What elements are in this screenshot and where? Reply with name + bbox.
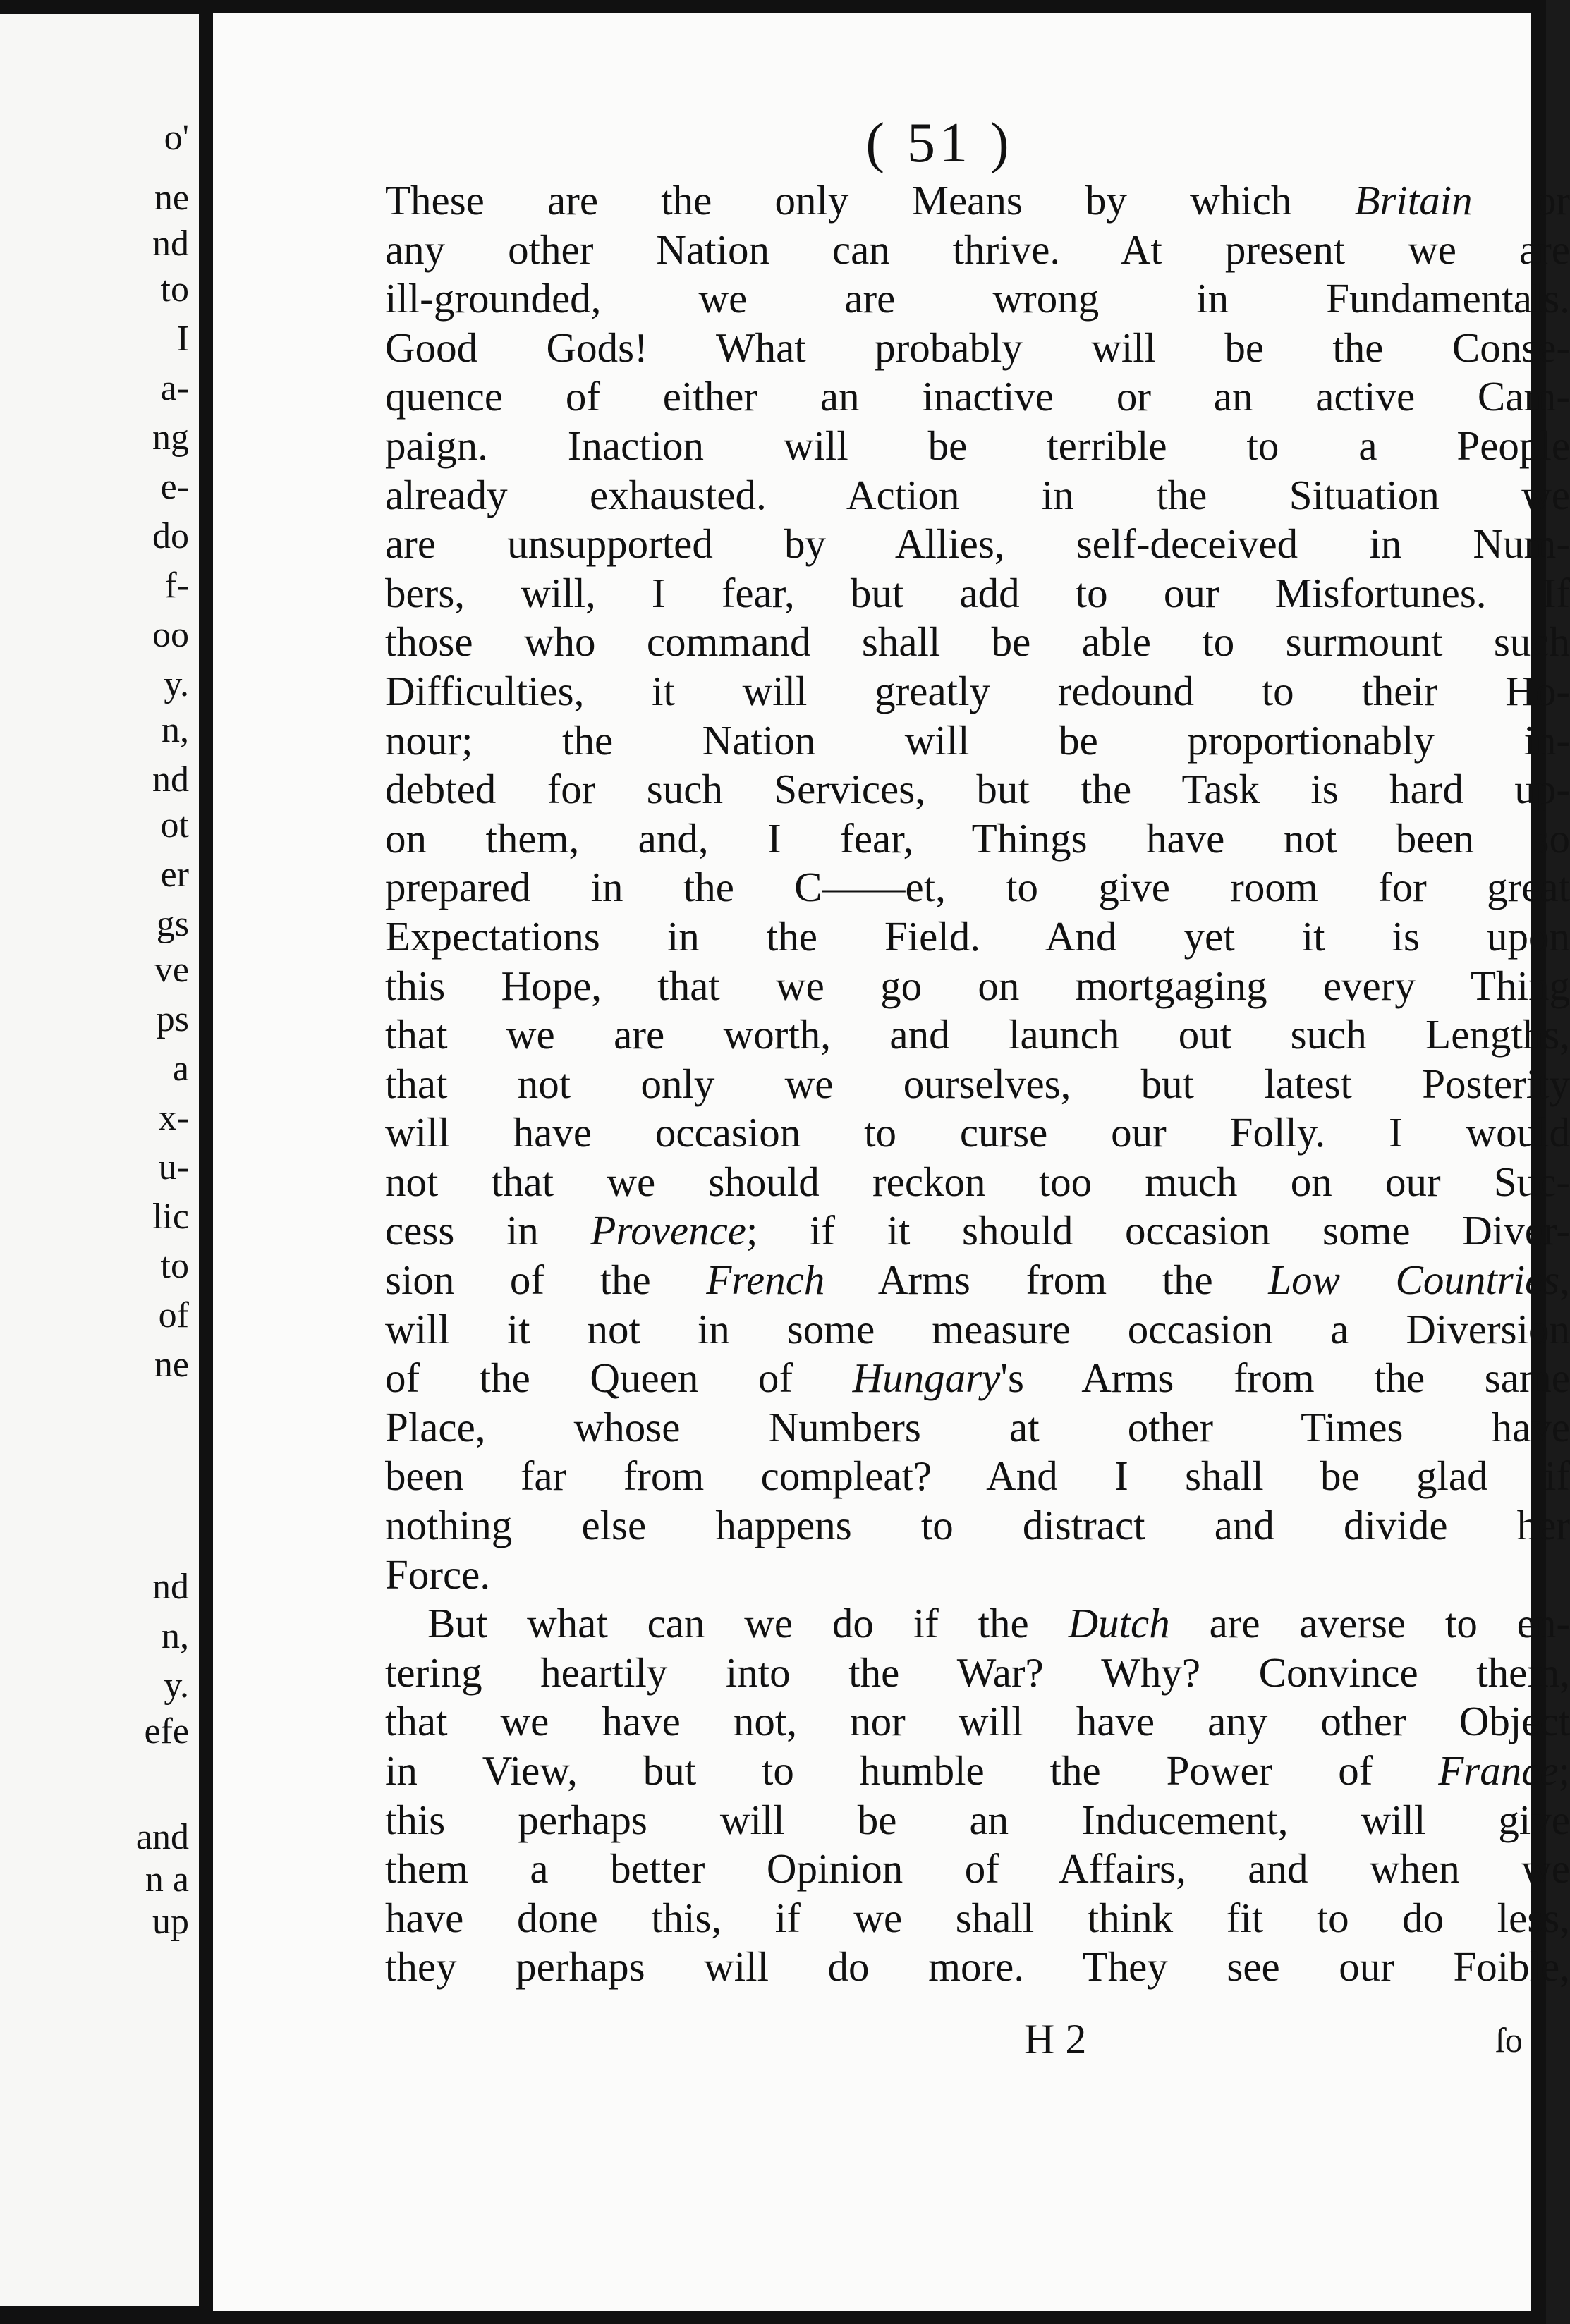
text-segment: that we are worth, and launch out such Lengths, <box>385 1011 1570 1058</box>
text-segment: Difficulties, it will greatly redound to their Ho- <box>385 667 1570 714</box>
text-line <box>385 226 1570 275</box>
left-page-fragment: ve <box>154 950 189 990</box>
text-segment: 's Arms from the same <box>1000 1354 1570 1402</box>
text-segment: are unsupported by Allies, self-deceived in Num- <box>385 520 1570 568</box>
text-segment: Expectations in the Field. And yet it is upon <box>385 912 1570 960</box>
text-segment: Arms from the <box>824 1256 1269 1304</box>
text-line <box>385 1010 1570 1060</box>
text-segment: prepared in the C——et, to give room for great <box>385 864 1570 911</box>
text-line <box>385 667 1570 716</box>
text-segment: ; <box>1558 1747 1570 1794</box>
text-line <box>385 471 1570 520</box>
text-line <box>385 863 1570 912</box>
left-page-fragment: to <box>160 269 189 310</box>
left-page-fragment: to <box>160 1246 189 1286</box>
text-segment: cess in <box>385 1207 591 1254</box>
left-page-fragment: n, <box>162 1616 189 1656</box>
text-line <box>385 422 1570 471</box>
text-line <box>385 1796 1570 1845</box>
text-line <box>385 716 1570 766</box>
left-page-fragment: ot <box>160 805 189 845</box>
left-page-fragment: f- <box>164 565 189 606</box>
text-line <box>385 1305 1570 1354</box>
text-segment: those who command shall be able to surmount such <box>385 618 1570 666</box>
left-page-fragment: n, <box>162 710 189 750</box>
text-segment: that not only we ourselves, but latest Posterity <box>385 1060 1570 1107</box>
text-line <box>385 1501 1570 1551</box>
text-segment: debted for such Services, but the Task is hard up- <box>385 766 1570 813</box>
italic-text: Britain <box>1354 177 1473 224</box>
text-line <box>385 1158 1570 1207</box>
left-page-fragment: lic <box>152 1197 189 1237</box>
left-page-fragment: nd <box>152 1567 189 1607</box>
text-segment: of the Queen of <box>385 1354 853 1402</box>
text-line <box>385 1845 1570 1894</box>
text-segment: quence of either an inactive or an active Cam- <box>385 373 1570 420</box>
left-page-fragment: ng <box>152 417 189 458</box>
left-page-fragment: a- <box>160 368 189 408</box>
signature-mark: H 2 <box>1024 2016 1087 2062</box>
text-segment: nour; the Nation will be proportionably in- <box>385 716 1570 764</box>
right-page <box>213 13 1570 2311</box>
text-segment: this perhaps will be an Inducement, will give <box>385 1796 1570 1843</box>
text-segment: , <box>1559 1256 1570 1304</box>
text-segment: them a better Opinion of Affairs, and when we <box>385 1845 1570 1892</box>
left-page-fragment: y. <box>164 664 189 704</box>
text-line <box>385 1894 1570 1943</box>
text-line <box>385 1060 1570 1109</box>
text-line <box>385 1108 1570 1158</box>
text-segment: sion of the <box>385 1256 707 1304</box>
left-page-fragment: o' <box>164 118 189 158</box>
left-page-fragment: oo <box>152 615 189 655</box>
text-line <box>385 1747 1570 1796</box>
text-segment: any other Nation can thrive. At present we are <box>385 226 1570 273</box>
text-segment: Force. <box>385 1551 491 1598</box>
text-segment: These are the only Means by which <box>385 177 1355 224</box>
text-segment: Place, whose Numbers at other Times have <box>385 1403 1570 1450</box>
left-page-fragment: nd <box>152 759 189 800</box>
text-line <box>385 274 1570 324</box>
text-segment: this Hope, that we go on mortgaging every Thing <box>385 962 1570 1009</box>
left-page-fragment: u- <box>158 1147 189 1187</box>
left-page-fragment: up <box>152 1902 189 1942</box>
text-line <box>385 1452 1570 1501</box>
text-line <box>385 618 1570 667</box>
left-page-fragment: n a <box>145 1859 189 1900</box>
italic-text: Hungary <box>852 1354 1001 1402</box>
left-page-margin <box>0 14 199 2306</box>
text-segment: already exhausted. Action in the Situation we <box>385 471 1570 518</box>
text-segment: have done this, if we shall think fit to do less, <box>385 1894 1570 1941</box>
text-segment: nothing else happens to distract and divide her <box>385 1502 1570 1549</box>
text-line <box>385 372 1570 422</box>
text-segment: that we have not, nor will have any other Object <box>385 1698 1570 1745</box>
left-page-fragment: and <box>135 1817 189 1857</box>
left-page-fragment: efe <box>144 1711 189 1751</box>
italic-text: Low Countries <box>1268 1256 1560 1304</box>
left-page-fragment: do <box>152 516 189 556</box>
left-page-fragment: e- <box>160 467 189 507</box>
text-segment: been far from compleat? And I shall be glad if <box>385 1452 1570 1500</box>
text-line <box>385 1354 1570 1403</box>
italic-text: French <box>706 1256 825 1304</box>
text-segment: ; if it should occasion some Diver- <box>746 1207 1570 1254</box>
left-page-fragment: nd <box>152 224 189 264</box>
text-line <box>385 1551 1570 1600</box>
left-page-fragment: gs <box>156 904 189 944</box>
text-line <box>385 1256 1570 1305</box>
text-segment: will it not in some measure occasion a Diversion <box>385 1305 1570 1352</box>
text-segment: But what can we do if the <box>427 1600 1069 1647</box>
text-line <box>385 1599 1570 1649</box>
text-line <box>385 324 1570 373</box>
italic-text: France <box>1438 1747 1559 1794</box>
text-line <box>385 962 1570 1011</box>
text-segment: in View, but to humble the Power of <box>385 1747 1439 1794</box>
text-segment: ill-grounded, we are wrong in Fundamentals. <box>385 275 1570 322</box>
text-line <box>385 1943 1570 1992</box>
left-page-fragment: y. <box>164 1665 189 1706</box>
left-page-fragment: ne <box>154 1345 189 1385</box>
text-segment: are averse to en- <box>1169 1600 1570 1647</box>
left-page-fragment: ne <box>154 178 189 218</box>
text-segment: will have occasion to curse our Folly. I would <box>385 1109 1570 1156</box>
text-line <box>385 1697 1570 1747</box>
text-segment: they perhaps will do more. They see our Foible, <box>385 1943 1570 1990</box>
text-segment: on them, and, I fear, Things have not been so <box>385 814 1570 862</box>
text-line <box>385 1206 1570 1256</box>
text-segment: tering heartily into the War? Why? Convince them, <box>385 1649 1570 1696</box>
italic-text: Dutch <box>1068 1600 1170 1647</box>
text-line <box>385 765 1570 814</box>
italic-text: Provence <box>590 1207 746 1254</box>
text-segment: paign. Inaction will be terrible to a People <box>385 422 1570 469</box>
text-line <box>385 1403 1570 1452</box>
body-text <box>385 176 1570 1992</box>
text-line <box>385 176 1570 226</box>
left-page-fragment: a <box>172 1048 189 1089</box>
text-segment: bers, will, I fear, but add to our Misfortunes. If <box>385 569 1570 616</box>
text-line <box>385 912 1570 962</box>
text-segment: Good Gods! What probably will be the Conse- <box>385 324 1570 371</box>
left-page-fragment: x- <box>158 1098 189 1138</box>
catchword: ſo <box>1495 2020 1523 2060</box>
text-line <box>385 1649 1570 1698</box>
text-line <box>385 569 1570 618</box>
text-segment: or <box>1472 177 1570 224</box>
page-number: ( 51 ) <box>865 112 1014 174</box>
left-page-fragment: I <box>176 319 189 359</box>
text-line <box>385 814 1570 864</box>
left-page-fragment: of <box>158 1295 189 1335</box>
left-page-fragment: ps <box>156 999 189 1039</box>
text-segment: not that we should reckon too much on our Suc- <box>385 1158 1570 1205</box>
left-page-fragment: er <box>160 855 189 895</box>
text-line <box>385 520 1570 569</box>
